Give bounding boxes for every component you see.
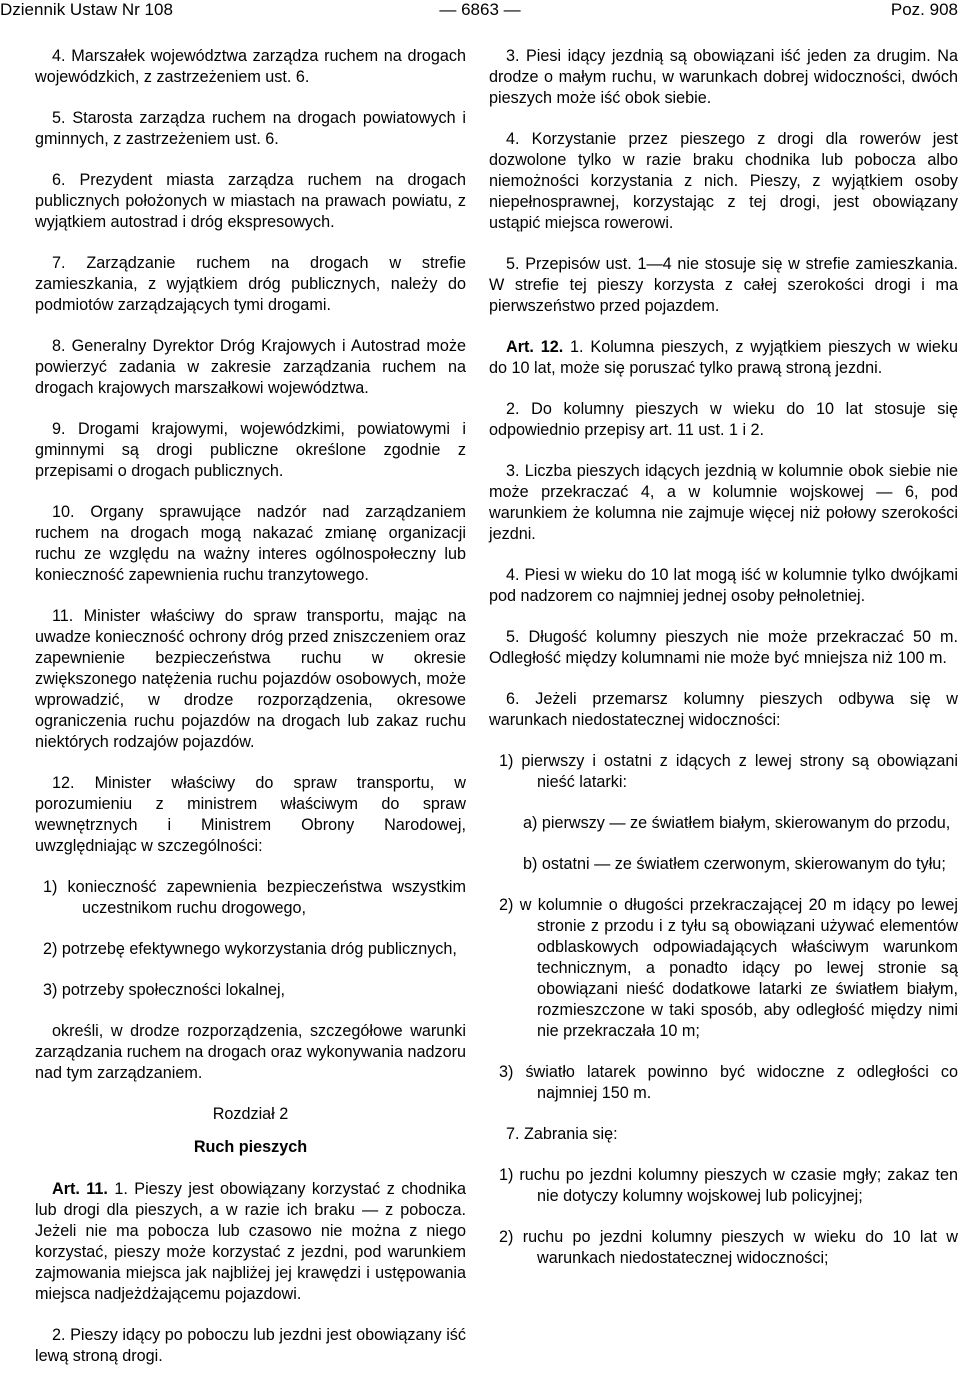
chapter-heading: Rozdział 2 [212,1105,289,1123]
journal-title: Dziennik Ustaw Nr 108 [0,0,173,19]
list-item: 1) konieczność zapewnienia bezpieczeństwa wszystkim uczestnikom ruchu drogowego, [43,878,466,917]
position-number: Poz. 908 [890,0,958,19]
article-11-paragraph-2: 2. Pieszy idący po poboczu lub jezdni jest obowiązany iść lewą stroną drogi. [35,1326,466,1365]
paragraph-7: 7. Zarządzanie ruchem na drogach w strefie zamieszkania, z wyjątkiem dróg publicznych, należy do podmiotów zarządzających tymi drogami. [35,254,466,314]
paragraph-11: 11. Minister właściwy do spraw transportu, mając na uwadze konieczność ochrony dróg przed zniszczeniem oraz zapewnienie bezpieczeństwa ruchu w okresie zwiększonego natężenia ruchu pojazdów osobowych, może wprowadzić, w drodze rozporządzenia, okresowe ograniczenia ruchu pojazdów na drogach lub zakaz ruchu niektórych rodzajów pojazdów. [35,607,466,751]
chapter-title: Ruch pieszych [193,1138,308,1156]
paragraph-4: 4. Marszałek województwa zarządza ruchem na drogach wojewódzkich, z zastrzeżeniem ust. 6. [35,47,466,86]
list-item: 3) światło latarek powinno być widoczne z odległości co najmniej 150 m. [499,1063,958,1102]
paragraph-6: 6. Prezydent miasta zarządza ruchem na drogach publicznych położonych w miastach na prawach powiatu, z wyjątkiem autostrad i dróg ekspresowych. [35,171,466,231]
page-number: — 6863 — [439,0,521,19]
list-item: 1) pierwszy i ostatni z idących z lewej strony są obowiązani nieść latarki: [499,752,958,791]
article-12-paragraph-1 [489,337,958,379]
article-12-paragraph-2: 2. Do kolumny pieszych w wieku do 10 lat stosuje się odpowiednio przepisy art. 11 ust. 1 i 2. [489,400,958,439]
page-header [0,0,960,20]
article-11-label: Art. 11. [52,1180,108,1198]
article-12-label: Art. 12. [506,338,564,356]
paragraph-4: 4. Korzystanie przez pieszego z drogi dla rowerów jest dozwolone tylko w razie braku chodnika lub pobocza albo niemożności korzystania z nich. Pieszy, z wyjątkiem osoby niepełnosprawnej, korzystając z tej drogi, jest obowiązany ustąpić miejsca rowerowi. [489,130,958,232]
article-12-paragraph-4: 4. Piesi w wieku do 10 lat mogą iść w kolumnie tylko dwójkami pod nadzorem co najmniej jednej osoby pełnoletniej. [489,566,958,605]
list-item: a) pierwszy — ze światłem białym, skierowanym do przodu, [523,814,951,832]
list-item: 2) w kolumnie o długości przekraczającej 20 m idący po lewej stronie z przodu i z tyłu są obowiązani używać elementów odblaskowych odpowiadających właściwym warunkom technicznym, a ponadto idący po lewej stronie są obowiązani nieść dodatkowe latarki ze światłem białym, rozmieszczone w taki sposób, aby odległość między nimi nie przekraczała 10 m; [499,896,958,1040]
paragraph-10: 10. Organy sprawujące nadzór nad zarządzaniem ruchem na drogach mogą nakazać zmianę organizacji ruchu ze względu na ważny interes ogólnospołeczny lub konieczność zapewnienia ruchu tranzytowego. [35,503,466,584]
paragraph-12: 12. Minister właściwy do spraw transportu, w porozumieniu z ministrem właściwym do spraw wewnętrznych i Ministrem Obrony Narodowej, uwzględniając w szczególności: [35,774,466,855]
list-item: 2) potrzebę efektywnego wykorzystania dróg publicznych, [43,940,457,958]
article-11-text: 1. Pieszy jest obowiązany korzystać z chodnika lub drogi dla pieszych, a w razie ich braku — z pobocza. Jeżeli nie ma pobocza lub czasowo nie można z niego korzystać, pieszy może korzystać z jezdni, pod warunkiem zajmowania miejsca jak najbliżej jej krawędzi i ustępowania miejsca nadjeżdżającemu pojazdowi. [35,1180,467,1303]
paragraph-3: 3. Piesi idący jezdnią są obowiązani iść jeden za drugim. Na drodze o małym ruchu, w warunkach dobrej widoczności, dwóch pieszych może iść obok siebie. [489,47,958,107]
left-column [35,46,466,1387]
paragraph-5: 5. Starosta zarządza ruchem na drogach powiatowych i gminnych, z zastrzeżeniem ust. 6. [35,109,466,148]
right-column [489,46,958,1289]
paragraph-5: 5. Przepisów ust. 1—4 nie stosuje się w strefie zamieszkania. W strefie tej pieszy korzysta z całej szerokości drogi i ma pierwszeństwo przed pojazdem. [489,255,958,315]
paragraph-9: 9. Drogami krajowymi, wojewódzkimi, powiatowymi i gminnymi są drogi publiczne określone zgodnie z przepisami o drogach publicznych. [35,420,466,480]
list-item: 1) ruchu po jezdni kolumny pieszych w czasie mgły; zakaz ten nie dotyczy kolumny wojskowej lub policyjnej; [499,1166,958,1205]
article-12-paragraph-7: 7. Zabrania się: [506,1125,618,1143]
article-12-paragraph-3: 3. Liczba pieszych idących jezdnią w kolumnie obok siebie nie może przekraczać 4, a w kolumnie wojskowej — 6, pod warunkiem że kolumna nie zajmuje więcej niż połowy szerokości jezdni. [489,462,958,543]
article-12-text: 1. Kolumna pieszych, z wyjątkiem pieszych w wieku do 10 lat, może się poruszać tylko prawą stroną jezdni. [489,338,958,377]
list-item: b) ostatni — ze światłem czerwonym, skierowanym do tyłu; [523,855,946,873]
list-item: 2) ruchu po jezdni kolumny pieszych w wieku do 10 lat w warunkach niedostatecznej widoczności; [499,1228,958,1267]
article-11-paragraph-1 [35,1179,466,1305]
paragraph-12-end: określi, w drodze rozporządzenia, szczegółowe warunki zarządzania ruchem na drogach oraz wykonywania nadzoru nad tym zarządzaniem. [35,1022,467,1082]
paragraph-8: 8. Generalny Dyrektor Dróg Krajowych i Autostrad może powierzyć zadania w zakresie zarządzania ruchem na drogach krajowych marszałkowi województwa. [35,337,466,397]
article-12-paragraph-5: 5. Długość kolumny pieszych nie może przekraczać 50 m. Odległość między kolumnami nie może być mniejsza niż 100 m. [489,628,958,667]
list-item: 3) potrzeby społeczności lokalnej, [43,981,286,999]
article-12-paragraph-6: 6. Jeżeli przemarsz kolumny pieszych odbywa się w warunkach niedostatecznej widoczności: [489,690,958,729]
